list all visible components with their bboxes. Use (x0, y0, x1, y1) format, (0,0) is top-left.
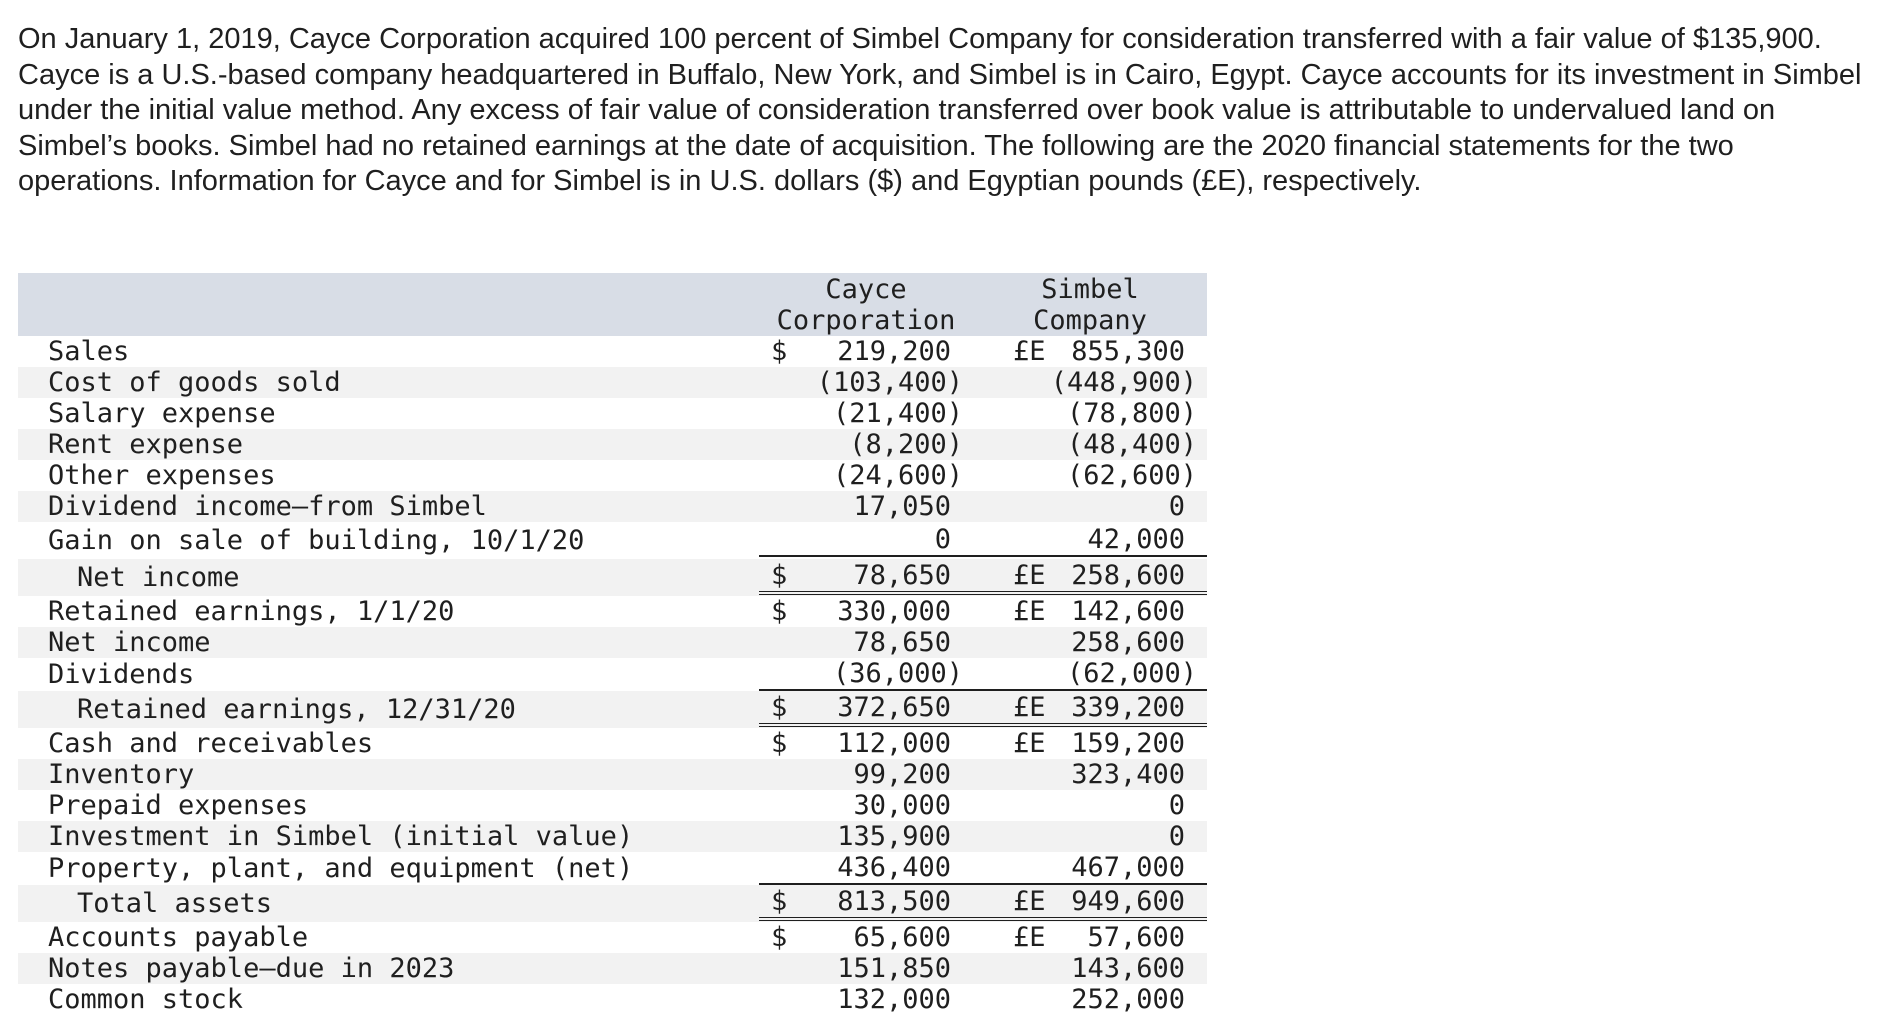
simbel-value-cell (973, 953, 1207, 984)
simbel-amount: 339,200 (1071, 692, 1185, 723)
row-label: Net income (18, 627, 759, 658)
currency-symbol: £E (1013, 922, 1046, 953)
cayce-value-cell (759, 336, 973, 367)
table-row (18, 596, 1207, 627)
cayce-amount: 78,650 (853, 627, 951, 658)
cayce-amount: 99,200 (853, 759, 951, 790)
simbel-amount: 258,600 (1071, 560, 1185, 591)
cayce-value-cell (759, 627, 973, 658)
cayce-value-cell (759, 460, 973, 491)
simbel-amount: (62,000) (1066, 658, 1197, 689)
currency-symbol: $ (771, 336, 788, 367)
row-label: Cost of goods sold (18, 367, 759, 398)
header-cayce: Cayce Corporation (759, 273, 973, 336)
problem-statement: On January 1, 2019, Cayce Corporation acquired 100 percent of Simbel Company for consideration transferred with a fair value of $135,900. Cayce is a U.S.-based company headquartered in Buffalo, New York, and Simbel is in Cairo, Egypt. Cayce accounts for its investment in Simbel under the initial value method. Any excess of fair value of consideration transferred over book value is attributable to undervalued land on Simbel’s books. Simbel had no retained earnings at the date of acquisition. The following are the 2020 financial statements for the two operations. Information for Cayce and for Simbel is in U.S. dollars ($) and Egyptian pounds (£E), respectively. (18, 23, 1862, 197)
simbel-amount: 0 (1168, 491, 1185, 522)
simbel-amount: 258,600 (1071, 627, 1185, 658)
cayce-amount: (21,400) (832, 398, 963, 429)
table-row (18, 922, 1207, 953)
table-row (18, 429, 1207, 460)
simbel-value-cell (973, 759, 1207, 790)
table-row (18, 852, 1207, 885)
currency-symbol: $ (771, 560, 788, 591)
cayce-value-cell (759, 728, 973, 759)
cayce-amount: 0 (934, 524, 951, 555)
cayce-value-cell (759, 852, 973, 885)
row-label: Cash and receivables (48, 728, 374, 759)
table-row (18, 522, 1207, 559)
simbel-value-cell (973, 596, 1207, 627)
simbel-amount: 57,600 (1087, 922, 1185, 953)
simbel-value-cell (973, 627, 1207, 658)
simbel-amount: 949,600 (1071, 886, 1185, 917)
table-row (18, 759, 1207, 790)
simbel-value-cell (973, 922, 1207, 953)
row-label: Notes payable—due in 2023 (18, 953, 759, 984)
cayce-value-cell (759, 367, 973, 398)
currency-symbol: $ (771, 886, 788, 917)
cayce-value-cell (759, 821, 973, 852)
table-row (18, 460, 1207, 491)
row-label: Retained earnings, 12/31/20 (18, 691, 759, 728)
simbel-amount: (62,600) (1066, 460, 1197, 491)
simbel-value-cell (973, 398, 1207, 429)
table-row (18, 885, 1207, 922)
cayce-amount: 372,650 (837, 692, 951, 723)
row-label: Investment in Simbel (initial value) (18, 821, 759, 852)
row-label: Rent expense (18, 429, 759, 460)
cayce-amount: (36,000) (832, 658, 963, 689)
currency-symbol: $ (771, 728, 788, 759)
row-label: Accounts payable (48, 922, 309, 953)
cayce-amount: 219,200 (837, 336, 951, 367)
simbel-amount: (78,800) (1066, 398, 1197, 429)
simbel-amount: 855,300 (1071, 336, 1185, 367)
currency-symbol: $ (771, 692, 788, 723)
table-row (18, 691, 1207, 728)
row-label: Retained earnings, 1/1/20 (48, 596, 455, 627)
cayce-value-cell (759, 984, 973, 1015)
cayce-value-cell (759, 885, 973, 922)
row-label: Gain on sale of building, 10/1/20 (48, 525, 585, 556)
row-label: Other expenses (48, 460, 276, 491)
cayce-amount: (8,200) (849, 429, 963, 460)
row-label: Prepaid expenses (48, 790, 309, 821)
row-label: Property, plant, and equipment (net) (48, 853, 634, 884)
cayce-value-cell (759, 398, 973, 429)
simbel-value-cell (973, 984, 1207, 1015)
cayce-value-cell (759, 559, 973, 596)
cayce-value-cell (759, 790, 973, 821)
simbel-value-cell (973, 728, 1207, 759)
row-label: Dividend income—from Simbel (18, 491, 759, 522)
cayce-value-cell (759, 658, 973, 691)
cayce-amount: 813,500 (837, 886, 951, 917)
cayce-value-cell (759, 596, 973, 627)
row-label: Sales (48, 336, 130, 367)
row-label: Dividends (48, 659, 195, 690)
table-row (18, 658, 1207, 691)
simbel-value-cell (973, 429, 1207, 460)
currency-symbol: £E (1013, 336, 1046, 367)
table-row (18, 336, 1207, 367)
simbel-value-cell (973, 460, 1207, 491)
table-row (18, 953, 1207, 984)
header-label-cell (18, 273, 759, 336)
currency-symbol: £E (1013, 692, 1046, 723)
table-row (18, 627, 1207, 658)
simbel-value-cell (973, 491, 1207, 522)
table-row (18, 984, 1207, 1015)
cayce-amount: (24,600) (832, 460, 963, 491)
simbel-amount: (448,900) (1050, 367, 1197, 398)
simbel-value-cell (973, 885, 1207, 922)
financial-statements-table (18, 273, 1207, 1015)
simbel-amount: 142,600 (1071, 596, 1185, 627)
cayce-amount: 135,900 (837, 821, 951, 852)
header-simbel: Simbel Company (973, 273, 1207, 336)
simbel-value-cell (973, 559, 1207, 596)
simbel-value-cell (973, 522, 1207, 559)
row-label: Common stock (48, 984, 244, 1015)
table-row (18, 367, 1207, 398)
simbel-value-cell (973, 658, 1207, 691)
cayce-amount: 65,600 (853, 922, 951, 953)
simbel-value-cell (973, 790, 1207, 821)
currency-symbol: $ (771, 922, 788, 953)
simbel-value-cell (973, 367, 1207, 398)
simbel-value-cell (973, 336, 1207, 367)
currency-symbol: £E (1013, 728, 1046, 759)
cayce-amount: 112,000 (837, 728, 951, 759)
table-row (18, 398, 1207, 429)
simbel-amount: 0 (1168, 821, 1185, 852)
simbel-amount: 159,200 (1071, 728, 1185, 759)
currency-symbol: £E (1013, 560, 1046, 591)
row-label: Total assets (18, 885, 759, 922)
currency-symbol: £E (1013, 596, 1046, 627)
table-row (18, 491, 1207, 522)
simbel-amount: 42,000 (1087, 524, 1185, 555)
cayce-value-cell (759, 491, 973, 522)
header-row (18, 273, 1207, 336)
cayce-value-cell (759, 759, 973, 790)
simbel-amount: 143,600 (1071, 953, 1185, 984)
cayce-value-cell (759, 922, 973, 953)
cayce-value-cell (759, 429, 973, 460)
cayce-amount: 17,050 (853, 491, 951, 522)
cayce-value-cell (759, 522, 973, 559)
table-row (18, 821, 1207, 852)
cayce-amount: 78,650 (853, 560, 951, 591)
simbel-value-cell (973, 821, 1207, 852)
row-label: Net income (18, 559, 759, 596)
cayce-value-cell (759, 691, 973, 728)
cayce-amount: 330,000 (837, 596, 951, 627)
cayce-amount: 132,000 (837, 984, 951, 1015)
cayce-amount: (103,400) (816, 367, 963, 398)
simbel-amount: 252,000 (1071, 984, 1185, 1015)
cayce-amount: 30,000 (853, 790, 951, 821)
currency-symbol: £E (1013, 886, 1046, 917)
table-row (18, 790, 1207, 821)
cayce-amount: 436,400 (837, 852, 951, 883)
simbel-value-cell (973, 691, 1207, 728)
simbel-value-cell (973, 852, 1207, 885)
table-row (18, 728, 1207, 759)
cayce-value-cell (759, 953, 973, 984)
row-label: Salary expense (48, 398, 276, 429)
table-row (18, 559, 1207, 596)
cayce-amount: 151,850 (837, 953, 951, 984)
currency-symbol: $ (771, 596, 788, 627)
row-label: Inventory (18, 759, 759, 790)
simbel-amount: 0 (1168, 790, 1185, 821)
simbel-amount: 323,400 (1071, 759, 1185, 790)
simbel-amount: 467,000 (1071, 852, 1185, 883)
simbel-amount: (48,400) (1066, 429, 1197, 460)
